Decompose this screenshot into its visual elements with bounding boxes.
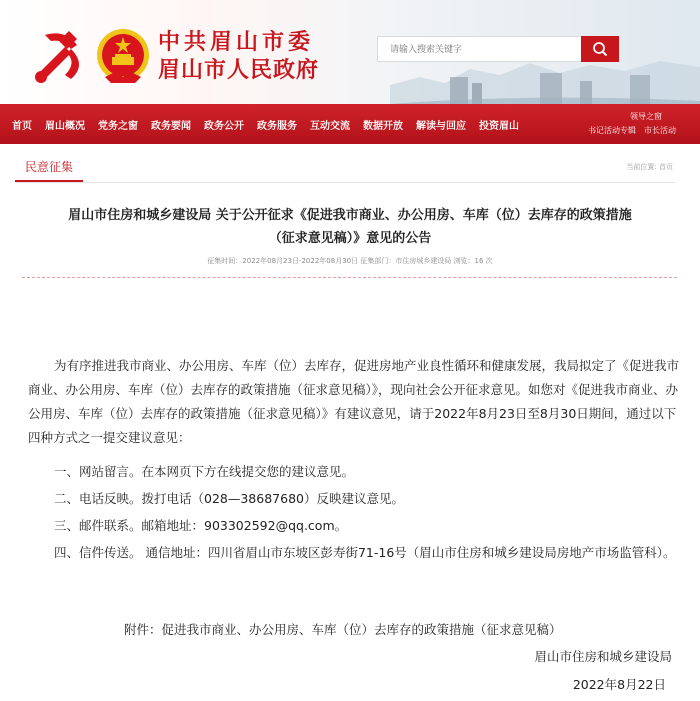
leader-window-label[interactable]: 领导之窗	[630, 112, 662, 121]
nav-item-overview[interactable]: 眉山概况	[45, 120, 85, 132]
city-skyline-illustration	[390, 55, 700, 104]
nav-item-gov-news[interactable]: 政务要闻	[151, 120, 191, 132]
signature-date: 2022年8月22日	[572, 677, 666, 692]
article-intro-paragraph: 为有序推进我市商业、办公用房、车库（位）去库存，促进房地产业良性循环和健康发展，我局拟定了《促进我市商业、办公用房、车库（位）去库存的政策措施（征求意见稿）》，现向社会公开征求意见。如您对《促进我市商业、办公用房、车库（位）去库存的政策措施（征求意见稿）》有建议意见，请于2022年8月23日至8月30日期间，通过以下四种方式之一提交建议意见：	[28, 358, 680, 445]
party-emblem-icon	[31, 27, 89, 85]
nav-item-interaction[interactable]: 互动交流	[310, 120, 350, 132]
breadcrumb: 当前位置: 首页	[626, 163, 673, 171]
search-box	[377, 36, 582, 62]
nav-item-open-data[interactable]: 数据开放	[363, 120, 403, 132]
site-title	[158, 28, 319, 84]
section-tab-opinion-collection[interactable]: 民意征集	[15, 154, 83, 182]
mayor-activity-link[interactable]: 市长活动	[644, 126, 676, 135]
article-title	[20, 204, 680, 250]
submission-method-mail: 四、信件传送。 通信地址：四川省眉山市东坡区彭寿街71-16号（眉山市住房和城乡建设局房地产市场监管科）。	[54, 545, 676, 560]
submission-method-email: 三、邮件联系。邮箱地址：903302592@qq.com。	[54, 518, 348, 533]
nav-item-gov-services[interactable]: 政务服务	[257, 120, 297, 132]
site-title-line1: 中共眉山市委	[158, 29, 315, 55]
submission-method-website: 一、网站留言。在本网页下方在线提交您的建议意见。	[54, 464, 355, 479]
secretary-activity-link[interactable]: 书记活动专辑	[588, 126, 636, 135]
nav-items	[12, 104, 532, 144]
article-title-line1: 眉山市住房和城乡建设局 关于公开征求《促进我市商业、办公用房、车库（位）去库存的政策措施	[68, 208, 632, 223]
nav-item-home[interactable]: 首页	[12, 120, 32, 132]
attachment-line[interactable]: 附件：促进我市商业、办公用房、车库（位）去库存的政策措施（征求意见稿）	[124, 622, 562, 637]
national-emblem-icon	[95, 27, 151, 85]
nav-item-interpretation[interactable]: 解读与回应	[416, 120, 466, 132]
breadcrumb-bar	[15, 154, 675, 183]
divider	[22, 277, 677, 278]
submission-method-phone: 二、电话反映。拨打电话（028—38687680）反映建议意见。	[54, 491, 404, 506]
article-title-line2: （征求意见稿）》意见的公告	[268, 231, 432, 246]
main-nav	[0, 104, 700, 144]
search-input[interactable]	[378, 38, 580, 62]
leader-window	[588, 110, 684, 138]
search-icon	[592, 41, 608, 57]
nav-item-party-affairs[interactable]: 党务之窗	[98, 120, 138, 132]
signature-organization: 眉山市住房和城乡建设局	[534, 649, 672, 664]
site-title-line2: 眉山市人民政府	[158, 57, 320, 83]
nav-item-gov-disclosure[interactable]: 政务公开	[204, 120, 244, 132]
article-meta: 征集时间：2022年08月23日-2022年08月30日 征集部门：市住房城乡建设局 浏览：16 次	[207, 257, 493, 265]
nav-item-investment[interactable]: 投资眉山	[479, 120, 519, 132]
search-button[interactable]	[581, 36, 619, 62]
site-header	[0, 0, 700, 104]
